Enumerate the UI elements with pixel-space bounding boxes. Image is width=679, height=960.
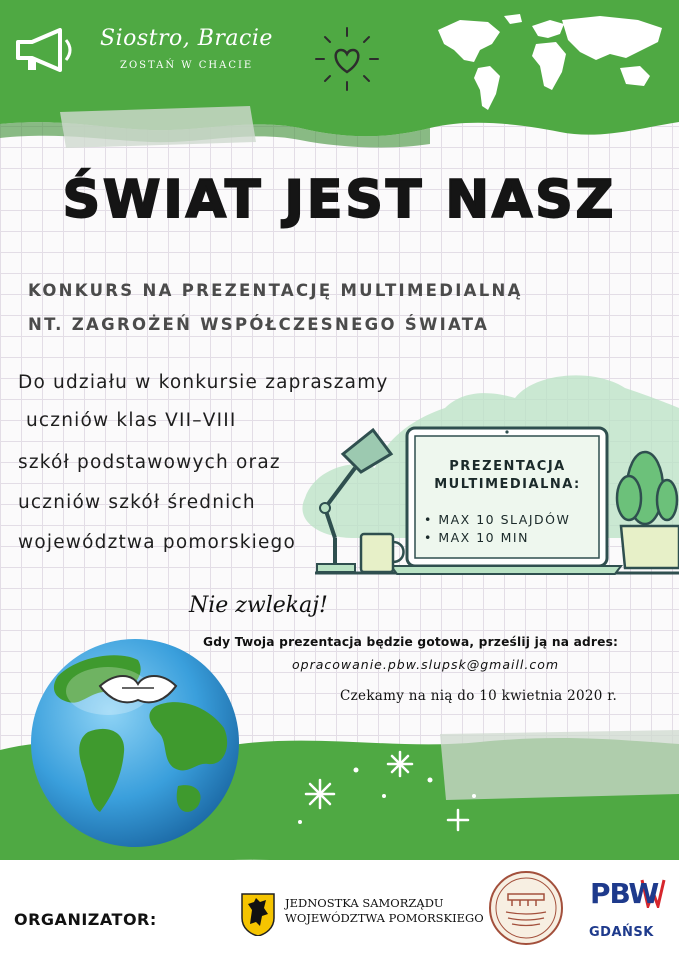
brand-title: Siostro, Bracie [100,26,273,51]
submission-email[interactable]: opracowanie.pbw.slupsk@gmaill.com [292,657,560,672]
megaphone-icon [14,28,78,74]
intro-line: szkół podstawowych oraz [18,452,281,473]
coat-of-arms-icon [240,892,276,936]
contest-subheading: KONKURS NA PREZENTACJĘ MULTIMEDIALNĄ [28,281,523,300]
pbw-logo-text: PBW [590,877,659,910]
contest-topic-subheading: NT. ZAGROŻEŃ WSPÓŁCZESNEGO ŚWIATA [28,315,490,334]
globe-hands-icon [28,636,243,851]
intro-line: uczniów szkół średnich [18,492,256,513]
heart-icon [312,24,382,94]
intro-line: województwa pomorskiego [18,532,297,553]
intro-line: uczniów klas VII–VIII [26,410,237,431]
region-name-line-2: WOJEWÓDZTWA POMORSKIEGO [285,911,484,925]
poster-title: ŚWIAT JEST NASZ [62,170,617,230]
submission-instruction: Gdy Twoja prezentacja będzie gotowa, prześlij ją na adres: [203,635,619,649]
screen-heading-line-2: MULTIMEDIALNA: [434,477,581,492]
screen-heading-line-1: PREZENTACJA [449,459,566,474]
screen-bullet: • MAX 10 MIN [424,530,529,545]
organizer-label: ORGANIZATOR: [14,910,157,929]
screen-bullet: • MAX 10 SLAJDÓW [424,512,571,527]
library-seal-icon [488,870,564,946]
intro-line: Do udziału w konkursie zapraszamy [18,372,389,393]
brand-subtitle: ZOSTAŃ W CHACIE [120,60,254,71]
screen-heading [420,458,595,494]
pbw-city-text: GDAŃSK [589,925,654,940]
deadline-text: Czekamy na nią do 10 kwietnia 2020 r. [340,688,618,704]
world-map-icon [430,10,679,120]
call-to-action: Nie zwlekaj! [189,593,328,618]
region-name-line-1: JEDNOSTKA SAMORZĄDU [285,896,444,910]
